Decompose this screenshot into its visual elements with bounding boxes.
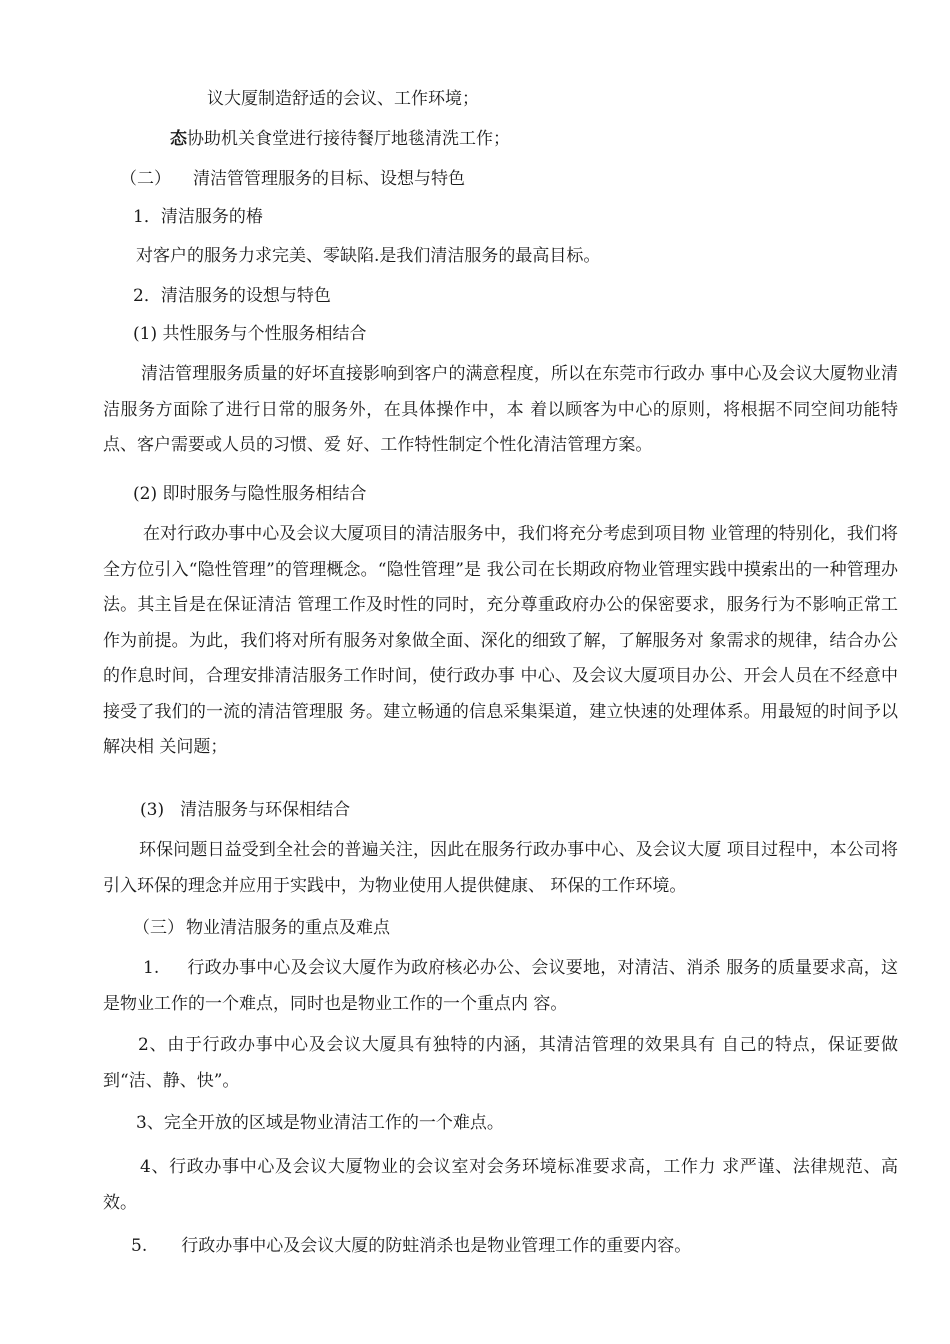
subsection-heading: 1．清洁服务的椿 xyxy=(133,207,263,227)
item-title: 清洁服务与环保相结合 xyxy=(180,800,351,820)
text-span: 协助机关食堂进行接待餐厅地毯清洗工作； xyxy=(187,129,510,149)
item-heading xyxy=(140,799,350,821)
subsection-heading: 2．清洁服务的设想与特色 xyxy=(133,286,331,306)
section-heading xyxy=(133,917,390,939)
section-number: （二） xyxy=(120,169,171,189)
item-number: (3) xyxy=(140,800,165,820)
section-heading xyxy=(120,168,465,190)
item-text: 行政办事中心及会议大厦作为政府核必办公、会议要地，对清洁、消杀 服务的质量要求高，这是物业工作的一个难点，同时也是物业工作的一个重点内 容。 xyxy=(103,958,898,1014)
paragraph: 环保问题日益受到全社会的普遍关注，因此在服务行政办事中心、及会议大厦 项目过程中，本公司将引入环保的理念并应用于实践中，为物业使用人提供健康、 环保的工作环境。 xyxy=(103,840,898,896)
section-title: 清洁管管理服务的目标、设想与特色 xyxy=(193,169,465,189)
section-number: （三） xyxy=(133,918,184,938)
item-heading: (1) 共性服务与个性服务相结合 xyxy=(133,324,367,344)
paragraph: 在对行政办事中心及会议大厦项目的清洁服务中，我们将充分考虑到项目物 业管理的特别化，我们将全方位引入“隐性管理”的管理概念。“隐性管理”是 我公司在长期政府物业管理实践中摸索出的一种管理办法。其主旨是在保证清洁 管理工作及时性的同时，充分尊重政府办公的保密要求，服务行为不影响正常工 作为前提。为此，我们将对所有服务对象做全面、深化的细致了解，了解服务对 象需求的规律，结合办公的作息时间，合理安排清洁服务工作时间，使行政办事 中心、及会议大厦项目办公、开会人员在不经意中接受了我们的一流的清洁管理服 务。建立畅通的信息采集渠道，建立快速的处理体系。用最短的时间予以解决相 关问题； xyxy=(103,524,898,757)
paragraph xyxy=(103,951,898,1022)
text-line: 对客户的服务力求完美、零缺陷.是我们清洁服务的最高目标。 xyxy=(136,246,601,266)
text-line xyxy=(170,128,510,150)
item-number: 1. xyxy=(143,958,160,978)
paragraph: 4、行政办事中心及会议大厦物业的会议室对会务环境标准要求高，工作力 求严谨、法律规范、高效。 xyxy=(103,1157,898,1213)
paragraph: 2、由于行政办事中心及会议大厦具有独特的内涵，其清洁管理的效果具有 自己的特点，保证要做到“洁、静、快”。 xyxy=(103,1035,898,1091)
text-line xyxy=(131,1235,691,1257)
list-marker: 态 xyxy=(170,129,187,149)
item-heading: (2) 即时服务与隐性服务相结合 xyxy=(133,484,367,504)
item-number: 5. xyxy=(131,1236,148,1256)
item-text: 行政办事中心及会议大厦的防蛀消杀也是物业管理工作的重要内容。 xyxy=(181,1236,692,1256)
paragraph: 清洁管理服务质量的好坏直接影响到客户的满意程度，所以在东莞市行政办 事中心及会议大厦物业清洁服务方面除了进行日常的服务外，在具体操作中，本 着以顾客为中心的原则，将根据不同空间功能特点、客户需要或人员的习惯、爱 好、工作特性制定个性化清洁管理方案。 xyxy=(103,364,898,455)
paragraph: 3、完全开放的区域是物业清洁工作的一个难点。 xyxy=(136,1113,504,1133)
text-line: 议大厦制造舒适的会议、工作环境； xyxy=(207,89,479,109)
section-title: 物业清洁服务的重点及难点 xyxy=(186,918,390,938)
